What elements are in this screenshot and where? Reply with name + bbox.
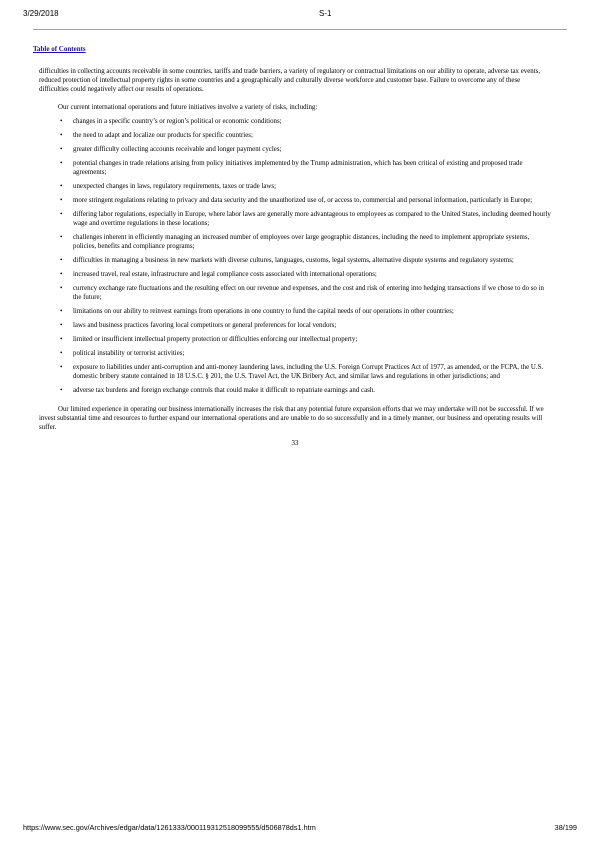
list-item: • limited or insufficient intellectual property protection or difficulties enforcing our intellectual property; bbox=[60, 336, 358, 343]
list-item: • greater difficulty collecting accounts receivable and longer payment cycles; bbox=[60, 146, 282, 153]
bullet-icon: • bbox=[60, 197, 63, 204]
bullet-icon: • bbox=[60, 234, 63, 241]
list-item: • currency exchange rate fluctuations and the resulting effect on our revenue and expenses, and the cost and risk of entering into hedging transactions if we chose to do so in the future; bbox=[60, 285, 544, 301]
bullet-icon: • bbox=[60, 322, 63, 329]
header-divider bbox=[33, 29, 567, 30]
list-item: • increased travel, real estate, infrastructure and legal compliance costs associated with international operations; bbox=[60, 271, 377, 278]
document-body bbox=[39, 67, 551, 448]
bullet-icon: • bbox=[60, 364, 63, 371]
list-item: • exposure to liabilities under anti-corruption and anti-money laundering laws, including the U.S. Foreign Corrupt Practices Act of 1977, as amended, or the FCPA, the U.S. domestic bribery statute contained in 18 U.S.C. § 201, the U.S. Travel Act, the UK Bribery Act, and similar laws and regulations in other jurisdictions; and bbox=[60, 364, 544, 380]
risks-intro: Our current international operations and future initiatives involve a variety of risks, including: bbox=[58, 104, 318, 111]
bullet-icon: • bbox=[60, 132, 63, 139]
print-page-count: 38/199 bbox=[554, 823, 577, 832]
list-item: • more stringent regulations relating to privacy and data security and the unauthorized use of, or access to, commercial and personal information, particularly in Europe; bbox=[60, 197, 533, 204]
bullet-icon: • bbox=[60, 336, 63, 343]
print-header bbox=[23, 9, 577, 21]
list-item: • political instability or terrorist activities; bbox=[60, 350, 185, 357]
bullet-icon: • bbox=[60, 118, 63, 125]
list-item: • changes in a specific country’s or region’s political or economic conditions; bbox=[60, 118, 282, 125]
closing-paragraph: Our limited experience in operating our business internationally increases the risk that any potential future expansion efforts that we may undertake will not be successful. If we invest substantial time and resources to further expand our international operations and are unable to do so successfully and in a timely manner, our business and operating results will suffer. bbox=[39, 406, 544, 431]
table-of-contents-link[interactable]: Table of Contents bbox=[33, 45, 86, 53]
page-number: 33 bbox=[291, 440, 299, 447]
bullet-icon: • bbox=[60, 160, 63, 167]
list-item: • potential changes in trade relations arising from policy initiatives implemented by the Trump administration, which has been critical of existing and proposed trade agreements; bbox=[60, 160, 523, 176]
list-item: • the need to adapt and localize our products for specific countries; bbox=[60, 132, 253, 139]
document-title: S-1 bbox=[319, 9, 332, 18]
list-item: • difficulties in managing a business in new markets with diverse cultures, languages, customs, legal systems, alternative dispute systems and regulatory systems; bbox=[60, 257, 514, 264]
print-date: 3/29/2018 bbox=[23, 9, 59, 18]
bullet-icon: • bbox=[60, 183, 63, 190]
list-item: • adverse tax burdens and foreign exchange controls that could make it difficult to repatriate earnings and cash. bbox=[60, 387, 375, 394]
bullet-icon: • bbox=[60, 146, 63, 153]
bullet-icon: • bbox=[60, 285, 63, 292]
paragraph-continued: difficulties in collecting accounts receivable in some countries, tariffs and trade barriers, a variety of regulatory or contractual limitations on our ability to operate, adverse tax events, reduced protection of intellectual property rights in some countries and a geographically and culturally diverse workforce and customer base. Failure to overcome any of these difficulties could negatively affect our results of operations. bbox=[39, 68, 541, 93]
risk-list bbox=[39, 117, 551, 395]
list-item: • unexpected changes in laws, regulatory requirements, taxes or trade laws; bbox=[60, 183, 277, 190]
source-url: https://www.sec.gov/Archives/edgar/data/1261333/000119312518099555/d506878ds1.htm bbox=[23, 823, 316, 832]
list-item: • limitations on our ability to reinvest earnings from operations in one country to fund the capital needs of our operations in other countries; bbox=[60, 308, 454, 315]
bullet-icon: • bbox=[60, 350, 63, 357]
bullet-icon: • bbox=[60, 257, 63, 264]
list-item: • differing labor regulations, especially in Europe, where labor laws are generally more advantageous to employees as compared to the United States, including deemed hourly wage and overtime regulations in these locations; bbox=[60, 211, 551, 227]
bullet-icon: • bbox=[60, 211, 63, 218]
bullet-icon: • bbox=[60, 271, 63, 278]
list-item: • laws and business practices favoring local competitors or general preferences for local vendors; bbox=[60, 322, 337, 329]
list-item: • challenges inherent in efficiently managing an increased number of employees over large geographic distances, including the need to implement appropriate systems, policies, benefits and compliance programs; bbox=[60, 234, 530, 250]
bullet-icon: • bbox=[60, 387, 63, 394]
bullet-icon: • bbox=[60, 308, 63, 315]
